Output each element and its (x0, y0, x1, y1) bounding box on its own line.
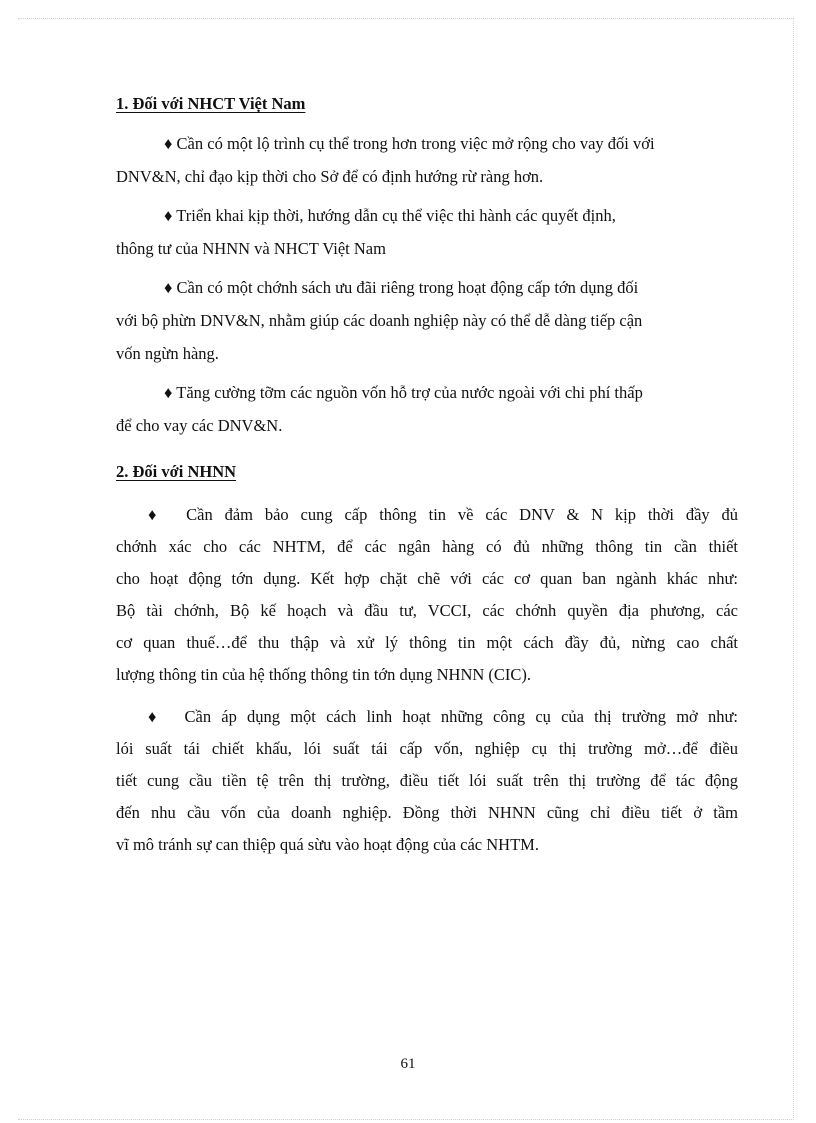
bullet-icon: ♦ (148, 505, 165, 524)
section-2-item-2-line-3: tiết cung cầu tiền tệ trên thị trường, điều tiết lói suất trên thị trường để tác động (116, 771, 738, 790)
section-1-item-1-line-2: DNV&N, chỉ đạo kịp thời cho Sở để có định hướng rừ ràng hơn. (116, 167, 544, 186)
section-2-heading: 2. Đối với NHNN (116, 462, 237, 481)
bullet-icon: ♦ (148, 707, 163, 726)
section-1-item-3-line-1: ♦ Cần có một chớnh sách ưu đãi riêng trong hoạt động cấp tớn dụng đối (164, 278, 639, 297)
section-2-item-1-line-3: cho hoạt động tớn dụng. Kết hợp chặt chẽ với các cơ quan ban ngành khác như: (116, 569, 738, 588)
section-2-item-1-line-6: lượng thông tin của hệ thống thông tin tớn dụng NHNN (CIC). (116, 665, 532, 684)
section-2-item-1-text: Cần đảm bảo cung cấp thông tin về các DNV & N kịp thời đầy đủ (186, 505, 739, 524)
section-1-item-3-line-3: vốn ngừn hàng. (116, 344, 219, 363)
section-1-item-4-line-2: để cho vay các DNV&N. (116, 416, 283, 435)
section-2-item-2-line-4: đến nhu cầu vốn của doanh nghiệp. Đồng thời NHNN cũng chỉ điều tiết ở tầm (116, 803, 738, 822)
section-2-item-1-line-4: Bộ tài chớnh, Bộ kế hoạch và đầu tư, VCCI, các chớnh quyền địa phương, các (116, 601, 738, 620)
section-2-item-2-text: Cần áp dụng một cách linh hoạt những công cụ của thị trường mở như: (184, 707, 738, 726)
section-1-heading: 1. Đối với NHCT Việt Nam (116, 94, 306, 113)
section-1-item-1-line-1: ♦ Cần có một lộ trình cụ thể trong hơn trong việc mở rộng cho vay đối với (164, 134, 655, 153)
page-number: 61 (400, 1056, 416, 1072)
section-2-item-1-line-1 (148, 504, 738, 526)
section-1-item-2-line-1: ♦ Triển khai kịp thời, hướng dẫn cụ thể việc thi hành các quyết định, (164, 206, 616, 225)
section-2-item-1-line-2: chớnh xác cho các NHTM, để các ngân hàng có đủ những thông tin cần thiết (116, 537, 738, 556)
section-1-item-2-line-2: thông tư của NHNN và NHCT Việt Nam (116, 239, 386, 258)
section-2-item-2-line-1 (148, 706, 738, 728)
section-1-item-4-line-1: ♦ Tăng cường tỡm các nguồn vốn hỗ trợ của nước ngoài với chi phí thấp (164, 383, 643, 402)
section-2-item-2-line-5: vĩ mô tránh sự can thiệp quá sừu vào hoạt động của các NHTM. (116, 835, 539, 854)
section-2-item-2-line-2: lói suất tái chiết khấu, lói suất tái cấp vốn, nghiệp cụ thị trường mở…để điều (116, 739, 738, 758)
section-2-item-1-line-5: cơ quan thuế…để thu thập và xử lý thông tin một cách đầy đủ, nừng cao chất (116, 633, 738, 652)
section-1-item-3-line-2: với bộ phừn DNV&N, nhằm giúp các doanh nghiệp này có thể dễ dàng tiếp cận (116, 311, 643, 330)
